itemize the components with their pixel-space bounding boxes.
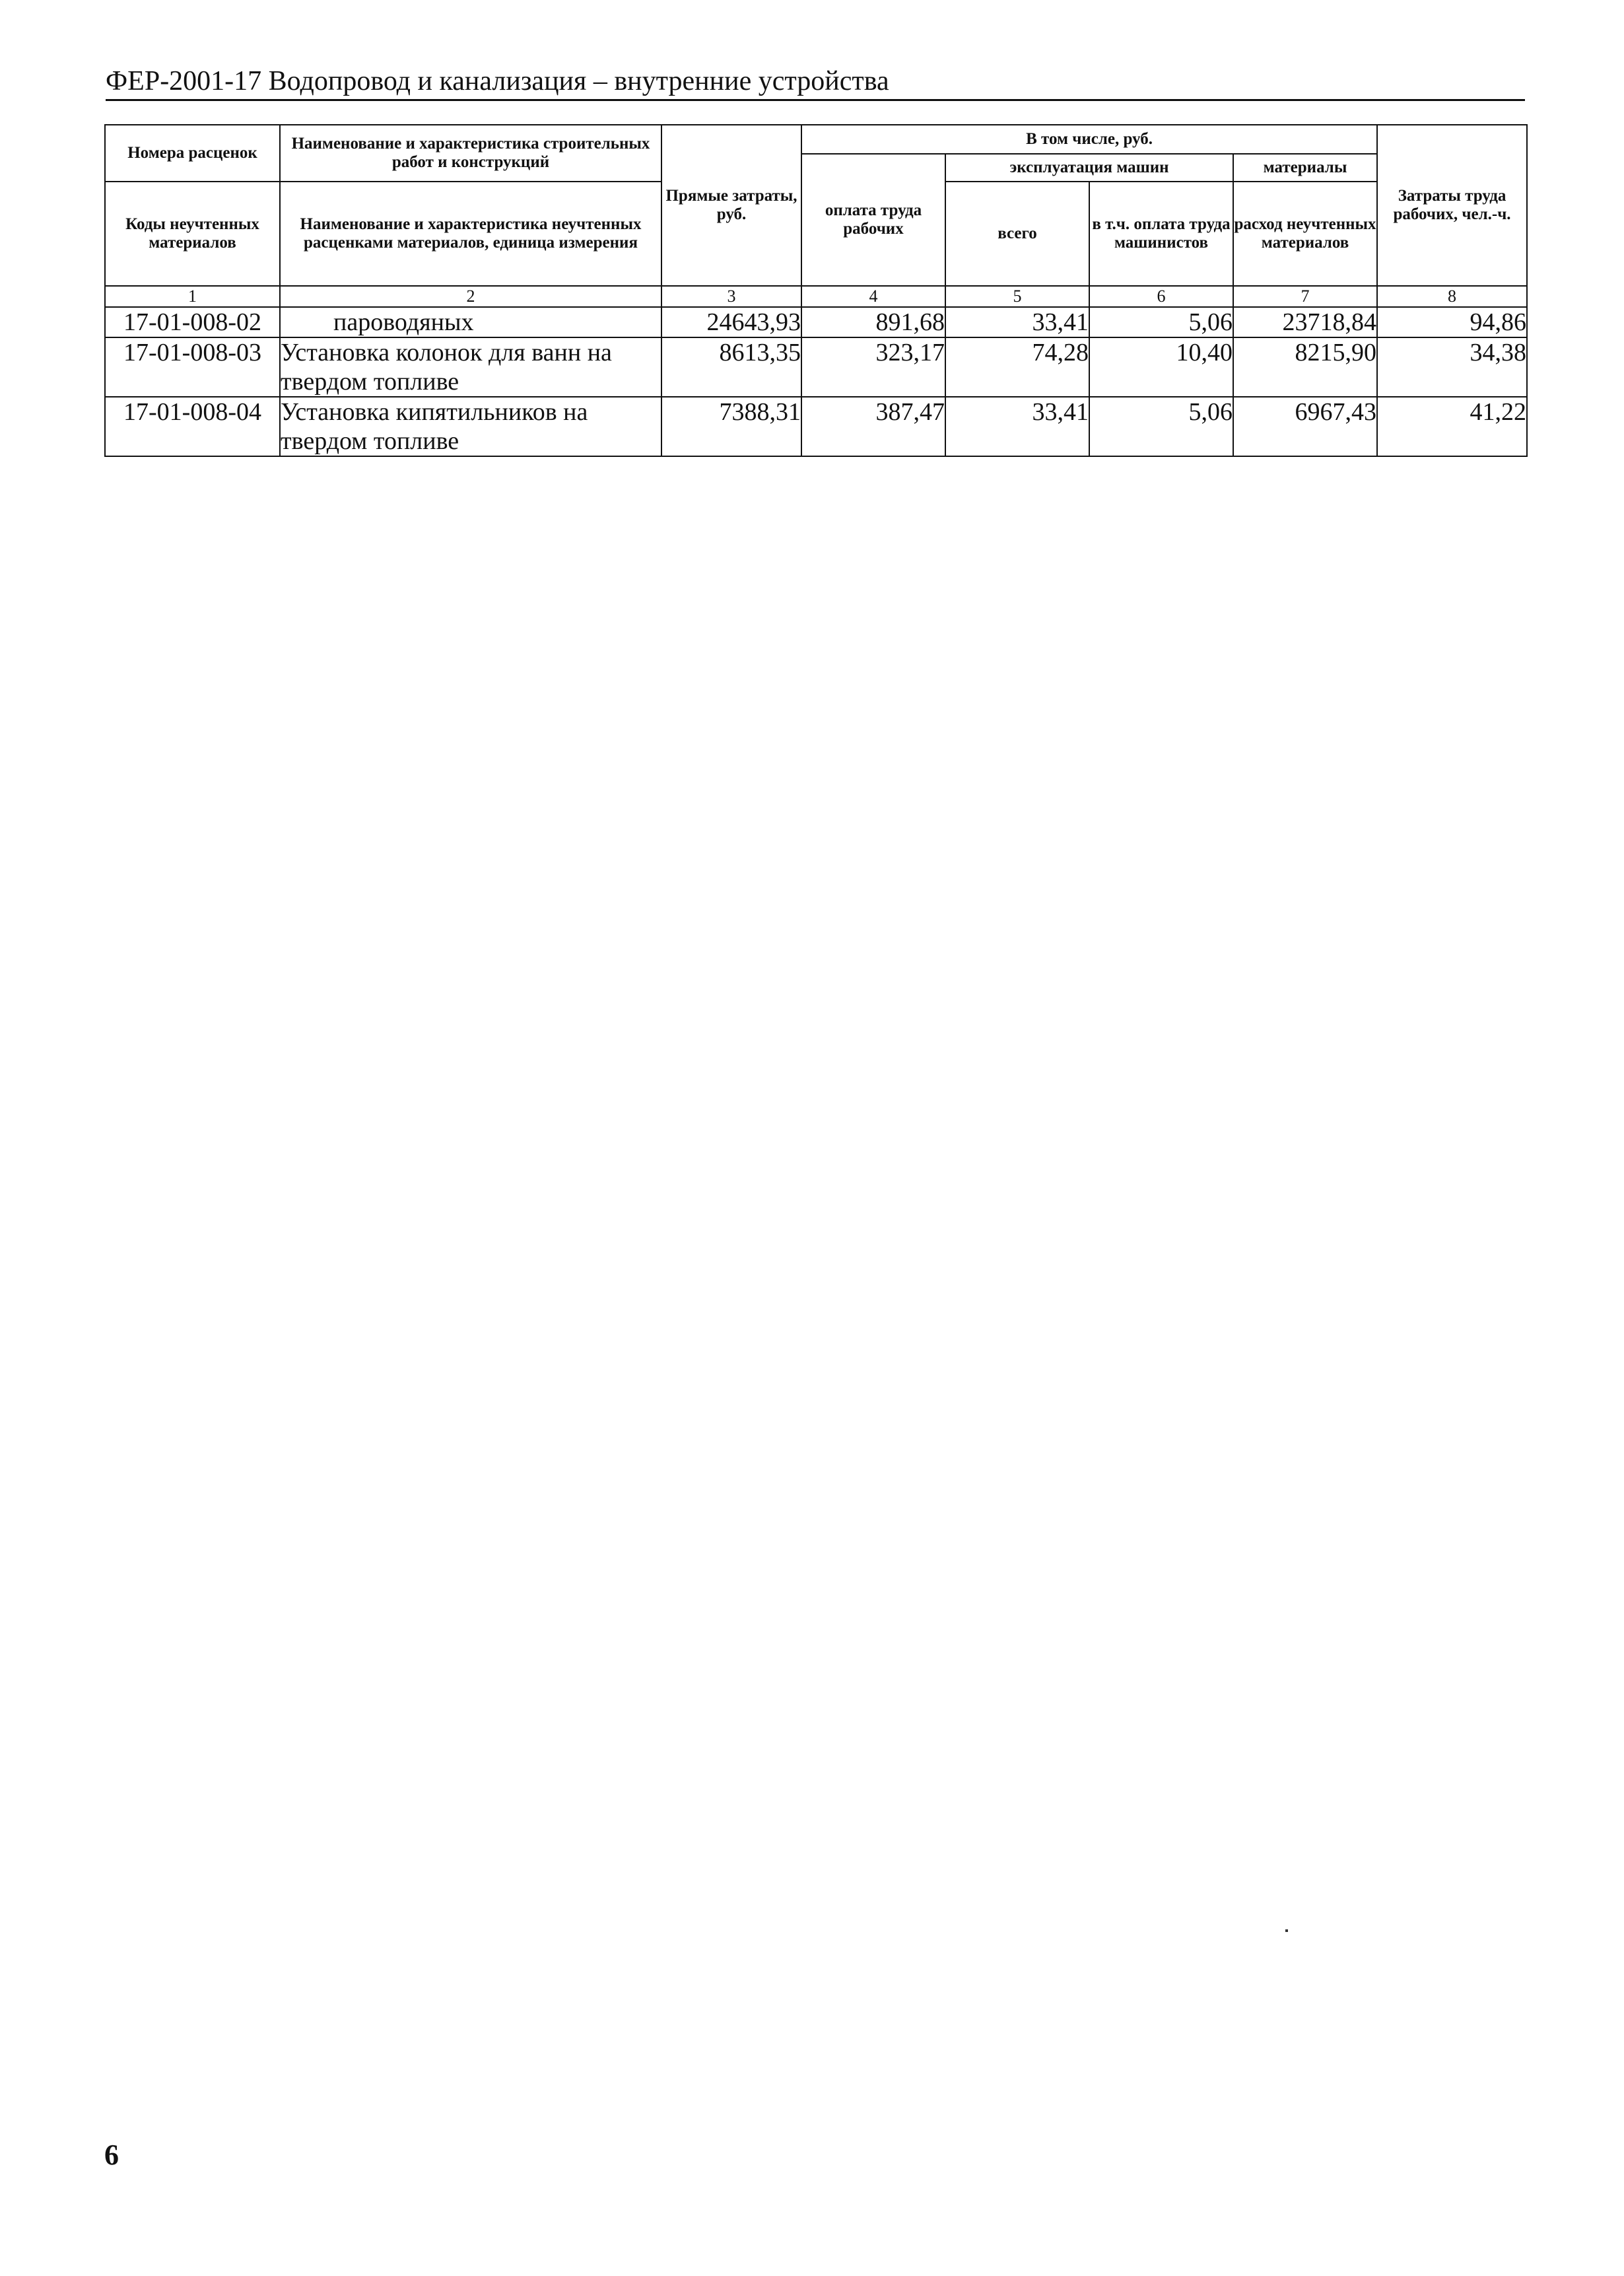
table-row bbox=[105, 307, 1527, 337]
rates-table bbox=[104, 124, 1528, 457]
work-name-line: Установка колонок для ванн на bbox=[281, 339, 612, 366]
work-name-line: Установка кипятильников на bbox=[281, 398, 588, 426]
column-number: 7 bbox=[1233, 286, 1377, 307]
header-machinist-pay: в т.ч. оплата труда машинистов bbox=[1089, 182, 1233, 286]
column-number: 1 bbox=[105, 286, 280, 307]
work-name-line: твердом топливе bbox=[281, 368, 459, 396]
labor-value: 94,86 bbox=[1377, 307, 1527, 337]
header-including: В том числе, руб. bbox=[801, 125, 1377, 154]
work-name bbox=[280, 307, 661, 337]
header-material-codes: Коды неучтенных материалов bbox=[105, 182, 280, 286]
column-number: 4 bbox=[801, 286, 945, 307]
header-machine-total: всего bbox=[945, 182, 1089, 286]
page-number: 6 bbox=[104, 2139, 119, 2171]
header-materials: материалы bbox=[1233, 154, 1377, 182]
column-number: 6 bbox=[1089, 286, 1233, 307]
direct-costs-value: 8613,35 bbox=[661, 337, 801, 397]
scan-speck bbox=[1285, 1929, 1288, 1932]
rate-code: 17-01-008-02 bbox=[105, 307, 280, 337]
column-number: 5 bbox=[945, 286, 1089, 307]
labor-value: 41,22 bbox=[1377, 397, 1527, 456]
machine-total-value: 33,41 bbox=[945, 307, 1089, 337]
header-labor-costs: Затраты труда рабочих, чел.-ч. bbox=[1377, 125, 1527, 286]
table-row bbox=[105, 337, 1527, 397]
worker-pay-value: 891,68 bbox=[801, 307, 945, 337]
column-number: 8 bbox=[1377, 286, 1527, 307]
direct-costs-value: 24643,93 bbox=[661, 307, 801, 337]
header-work-name: Наименование и характеристика строительных работ и конструкций bbox=[280, 125, 661, 182]
rate-code: 17-01-008-04 bbox=[105, 397, 280, 456]
materials-value: 6967,43 bbox=[1233, 397, 1377, 456]
labor-value: 34,38 bbox=[1377, 337, 1527, 397]
header-machine-operation: эксплуатация машин bbox=[945, 154, 1233, 182]
header-rate-numbers: Номера расценок bbox=[105, 125, 280, 182]
machinist-pay-value: 5,06 bbox=[1089, 397, 1233, 456]
column-number: 3 bbox=[661, 286, 801, 307]
machine-total-value: 74,28 bbox=[945, 337, 1089, 397]
page-header: ФЕР-2001-17 Водопровод и канализация – внутренние устройства bbox=[106, 63, 1525, 101]
machinist-pay-value: 5,06 bbox=[1089, 307, 1233, 337]
rate-code: 17-01-008-03 bbox=[105, 337, 280, 397]
materials-value: 23718,84 bbox=[1233, 307, 1377, 337]
machinist-pay-value: 10,40 bbox=[1089, 337, 1233, 397]
machine-total-value: 33,41 bbox=[945, 397, 1089, 456]
materials-value: 8215,90 bbox=[1233, 337, 1377, 397]
header-direct-costs: Прямые затраты, руб. bbox=[661, 125, 801, 286]
table-row bbox=[105, 397, 1527, 456]
worker-pay-value: 323,17 bbox=[801, 337, 945, 397]
work-name bbox=[280, 337, 661, 397]
header-worker-pay: оплата труда рабочих bbox=[801, 154, 945, 286]
header-material-name: Наименование и характеристика неучтенных расценками материалов, единица измерения bbox=[280, 182, 661, 286]
work-name bbox=[280, 397, 661, 456]
direct-costs-value: 7388,31 bbox=[661, 397, 801, 456]
column-number: 2 bbox=[280, 286, 661, 307]
work-name-line: твердом топливе bbox=[281, 427, 459, 455]
worker-pay-value: 387,47 bbox=[801, 397, 945, 456]
work-name-line: пароводяных bbox=[333, 308, 474, 336]
header-materials-consumption: расход неучтенных материалов bbox=[1233, 182, 1377, 286]
